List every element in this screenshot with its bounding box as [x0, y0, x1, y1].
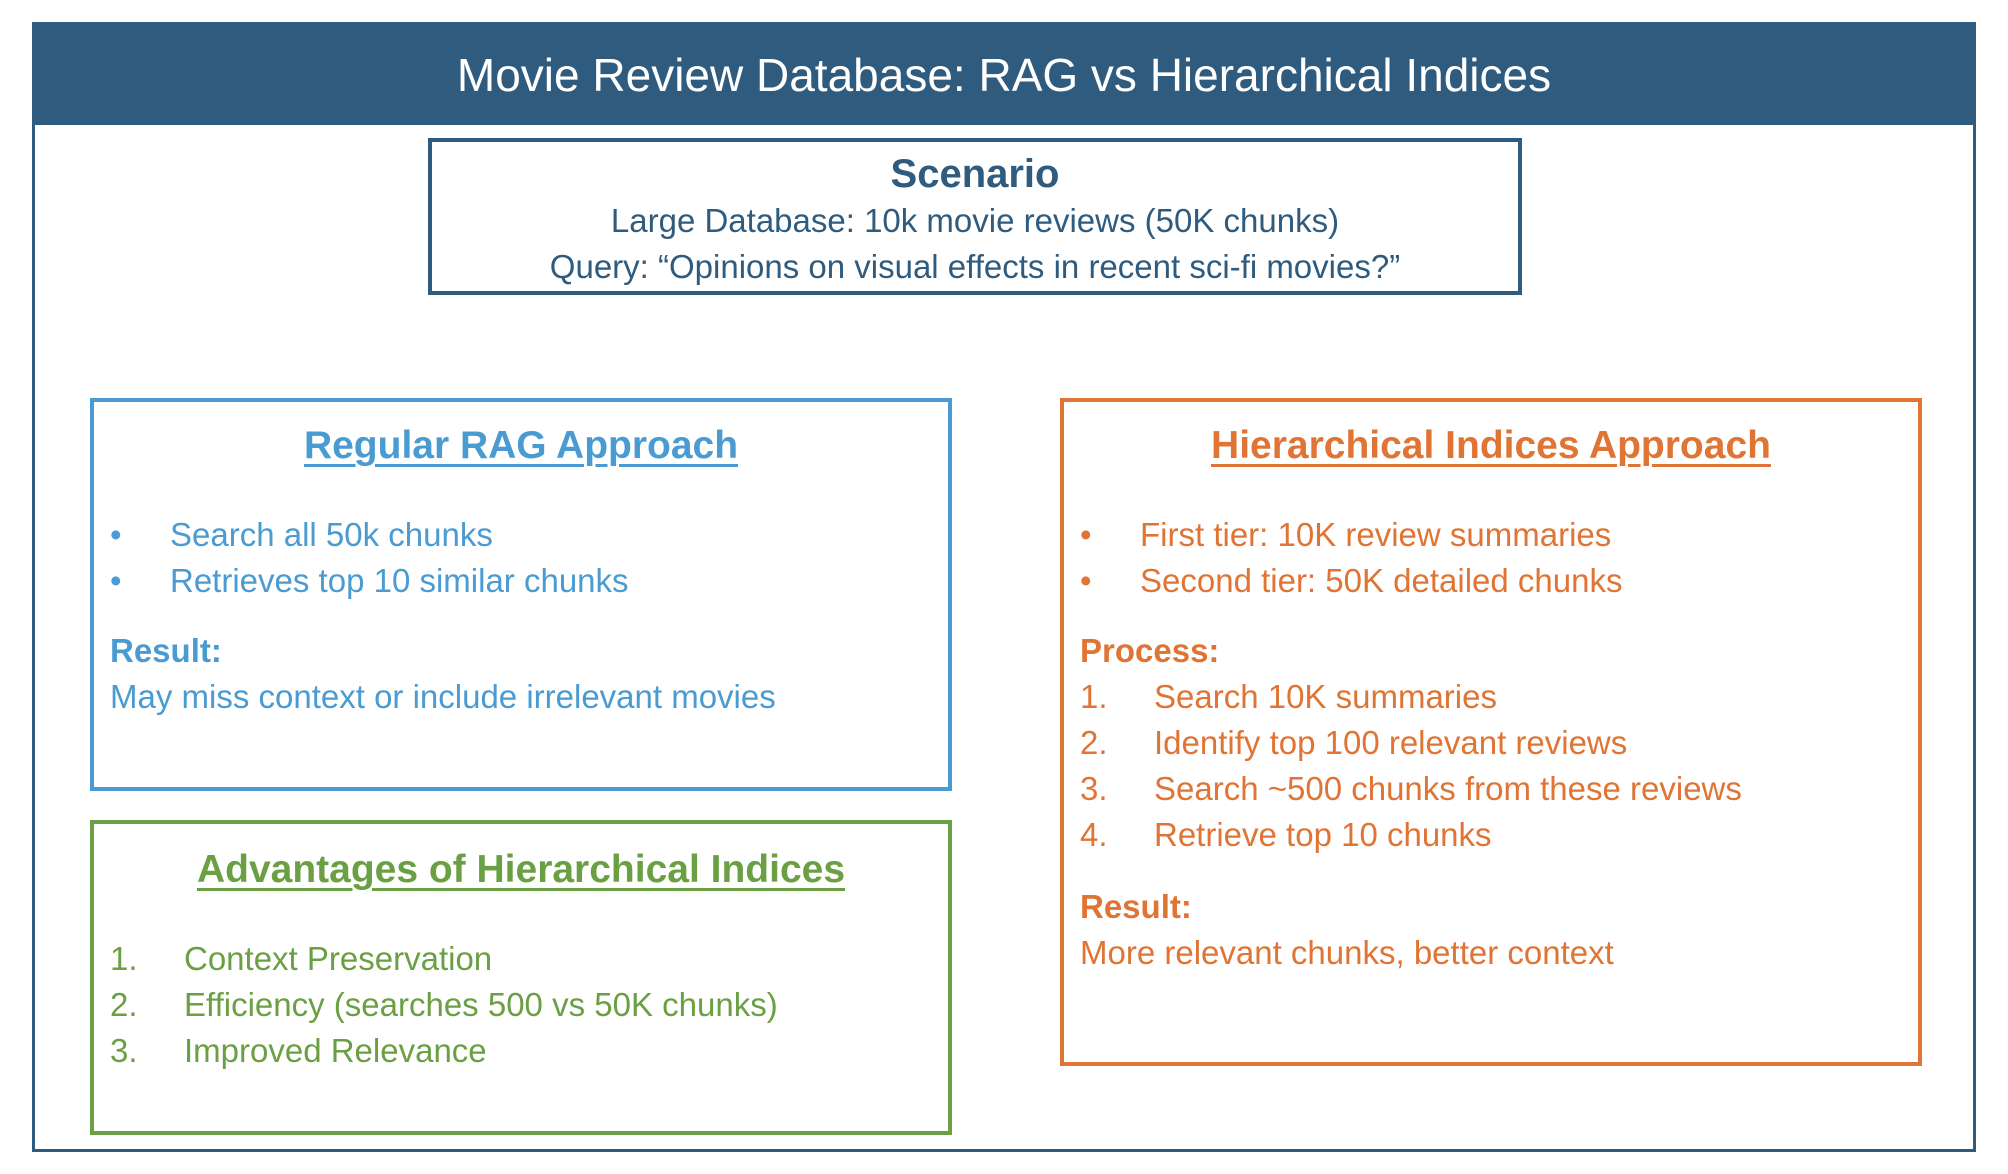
scenario-heading: Scenario	[890, 152, 1060, 196]
list-text: Identify top 100 relevant reviews	[1154, 724, 1628, 761]
list-text: Improved Relevance	[184, 1032, 487, 1069]
advantages-list	[94, 936, 948, 1074]
hierarchical-result-text: More relevant chunks, better context	[1080, 934, 1614, 971]
list-item	[1080, 766, 1918, 812]
bullet-text: First tier: 10K review summaries	[1140, 516, 1612, 553]
regular-rag-result-text: May miss context or include irrelevant movies	[110, 678, 776, 715]
diagram-title: Movie Review Database: RAG vs Hierarchical Indices	[35, 25, 1973, 125]
list-item	[110, 1028, 948, 1074]
scenario-query-line: Query: “Opinions on visual effects in recent sci-fi movies?”	[549, 248, 1401, 285]
list-item	[1080, 558, 1918, 604]
list-text: Search 10K summaries	[1154, 678, 1497, 715]
hierarchical-bullets	[1064, 512, 1918, 604]
advantages-heading: Advantages of Hierarchical Indices	[196, 848, 846, 891]
list-number: 4.	[1080, 816, 1108, 853]
bullet-text: Search all 50k chunks	[170, 516, 493, 553]
regular-rag-heading: Regular RAG Approach	[303, 424, 739, 467]
list-item	[1080, 812, 1918, 858]
hierarchical-box	[1060, 398, 1922, 1066]
bullet-icon: •	[110, 516, 122, 553]
list-number: 2.	[1080, 724, 1108, 761]
advantages-box	[90, 820, 952, 1135]
bullet-icon: •	[1080, 562, 1092, 599]
list-number: 2.	[110, 986, 138, 1023]
list-item	[1080, 720, 1918, 766]
bullet-text: Second tier: 50K detailed chunks	[1140, 562, 1623, 599]
list-number: 1.	[1080, 678, 1108, 715]
regular-rag-box	[90, 398, 952, 791]
list-number: 3.	[1080, 770, 1108, 807]
list-number: 3.	[110, 1032, 138, 1069]
list-text: Retrieve top 10 chunks	[1154, 816, 1492, 853]
list-item	[1080, 512, 1918, 558]
scenario-database-line: Large Database: 10k movie reviews (50K chunks)	[610, 202, 1340, 239]
hierarchical-result-label: Result:	[1080, 888, 1192, 925]
regular-rag-bullets	[94, 512, 948, 604]
list-text: Efficiency (searches 500 vs 50K chunks)	[184, 986, 778, 1023]
bullet-icon: •	[110, 562, 122, 599]
list-number: 1.	[110, 940, 138, 977]
list-text: Search ~500 chunks from these reviews	[1154, 770, 1742, 807]
bullet-icon: •	[1080, 516, 1092, 553]
list-item	[110, 982, 948, 1028]
regular-rag-result-label: Result:	[110, 632, 222, 669]
list-item	[1080, 674, 1918, 720]
hierarchical-heading: Hierarchical Indices Approach	[1211, 424, 1771, 467]
list-item	[110, 936, 948, 982]
hierarchical-process-label: Process:	[1080, 632, 1220, 669]
scenario-box	[428, 138, 1522, 295]
list-item	[110, 558, 948, 604]
list-text: Context Preservation	[184, 940, 493, 977]
hierarchical-process-steps	[1080, 674, 1918, 858]
list-item	[110, 512, 948, 558]
bullet-text: Retrieves top 10 similar chunks	[170, 562, 629, 599]
